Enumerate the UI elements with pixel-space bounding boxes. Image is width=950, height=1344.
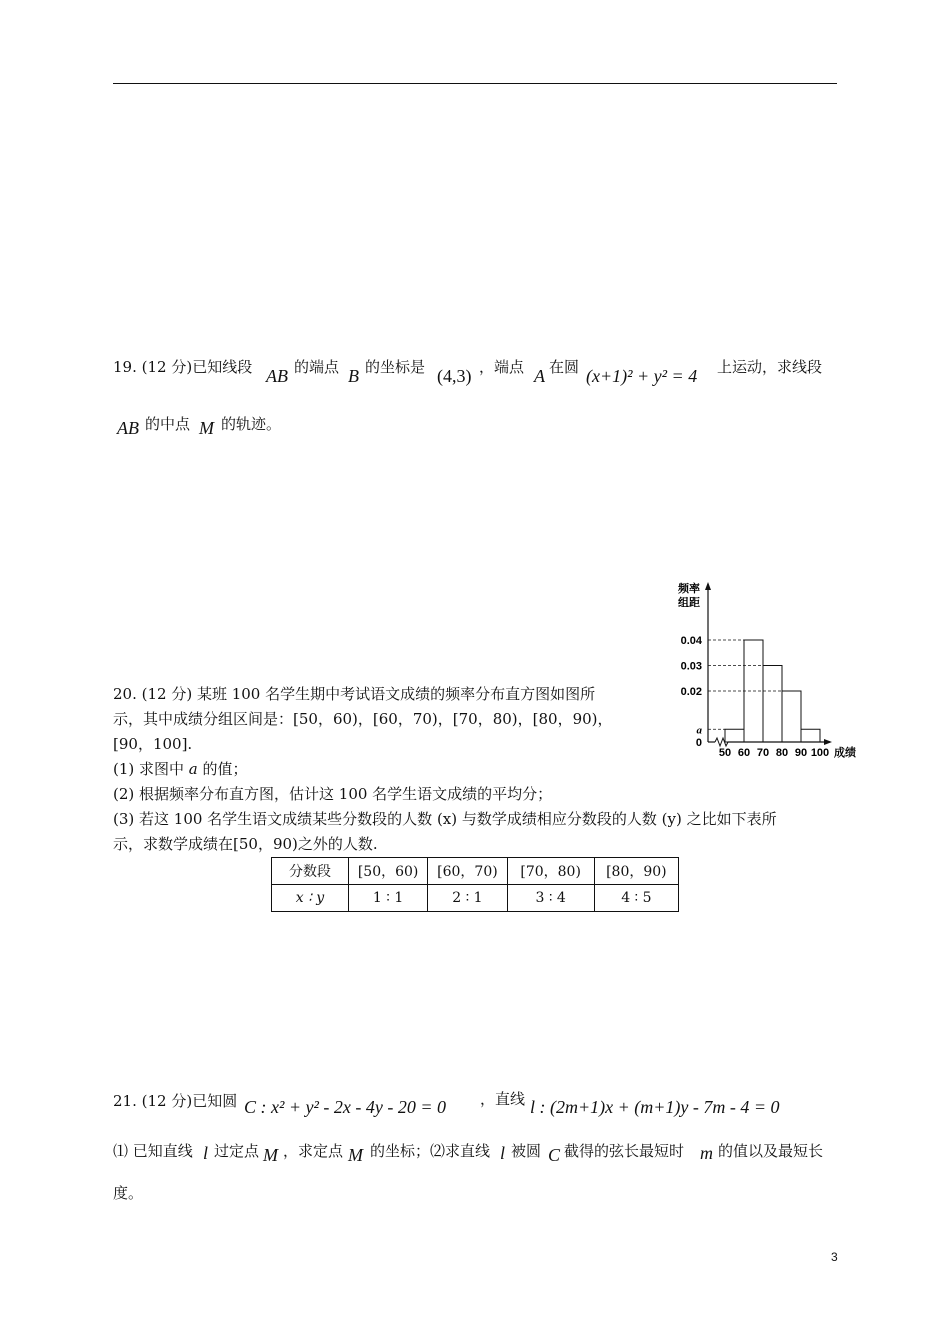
question-score: (12 分) <box>141 1092 193 1110</box>
line-l: l <box>203 1143 209 1163</box>
histogram-bar <box>725 729 744 742</box>
histogram-bar <box>782 691 801 742</box>
q21-text: 被圆 <box>511 1142 542 1160</box>
y-axis-title-top: 频率 <box>678 583 700 595</box>
point-A: A <box>534 366 545 386</box>
circle-C: C <box>548 1145 561 1165</box>
x-tick-label: 60 <box>737 747 751 759</box>
question-21-line1 <box>113 1090 237 1112</box>
q21-text: ，直线 <box>480 1090 526 1108</box>
ratio-table <box>271 857 679 912</box>
page-number: 3 <box>831 1250 838 1264</box>
point-M: M <box>199 418 214 438</box>
table-header-row <box>272 858 679 885</box>
question-19-line1 <box>113 356 252 378</box>
table-cell: 2 ∶ 1 <box>428 885 507 912</box>
circle-equation: (x+1)² + y² = 4 <box>586 366 698 386</box>
y-tick-label: 0.02 <box>680 686 702 698</box>
y-tick-label: 0.03 <box>680 660 702 673</box>
q21-text: 的坐标；⑵求直线 <box>370 1142 491 1160</box>
y-axis-arrow <box>705 582 711 590</box>
part1-text: (1) 求图中 <box>113 760 189 778</box>
q19-text: 的坐标是 <box>365 358 426 376</box>
part1-text: 的值； <box>197 760 248 778</box>
header-rule <box>113 83 837 84</box>
point-coordinates: (4,3) <box>437 366 472 386</box>
q21-text: ⑴ 已知直线 <box>113 1142 193 1160</box>
question-number: 19. <box>113 358 137 376</box>
variable-a: a <box>188 760 198 778</box>
q21-text: ，求定点 <box>283 1142 344 1160</box>
q19-text: 的端点 <box>294 358 340 376</box>
x-tick-label: 50 <box>718 747 732 759</box>
table-row-label: x ∶ y <box>272 885 349 912</box>
table-cell: 1 ∶ 1 <box>348 885 427 912</box>
table-header-cell: [80，90) <box>594 858 678 885</box>
table-header-cell: [70，80) <box>507 858 594 885</box>
question-20-part3-line1: (3) 若这 100 名学生语文成绩某些分数段的人数 (x) 与数学成绩相应分数段的人数 (y) 之比如下表所 <box>113 810 777 828</box>
circle-equation: C : x² + y² - 2x - 4y - 20 = 0 <box>244 1097 447 1117</box>
question-20-part1 <box>113 758 248 780</box>
q19-text: 的中点 <box>145 415 191 433</box>
table-cell: 4 ∶ 5 <box>594 885 678 912</box>
point-B: B <box>348 366 359 386</box>
y-tick-label: 0.04 <box>680 635 702 647</box>
q19-text: 在圆 <box>549 358 580 376</box>
q19-text: 上运动，求线段 <box>717 358 823 376</box>
question-20-part3-line2: 示，求数学成绩在[50，90)之外的人数. <box>113 835 378 853</box>
histogram-bar <box>801 729 820 742</box>
x-axis-title: 成绩 <box>834 747 856 759</box>
variable-m: m <box>700 1143 713 1163</box>
table-header-cell: [50，60) <box>348 858 427 885</box>
table-header-cell: [60，70) <box>428 858 507 885</box>
q21-text: 已知圆 <box>192 1092 238 1110</box>
segment-AB: AB <box>266 366 288 386</box>
x-tick-label: 70 <box>756 747 770 759</box>
x-axis-arrow <box>824 739 832 745</box>
frequency-histogram <box>645 578 875 763</box>
point-M: M <box>348 1145 363 1165</box>
point-M: M <box>263 1145 278 1165</box>
question-20-line2: 示，其中成绩分组区间是：[50，60)，[60，70)，[70，80)，[80，90)， <box>113 710 613 728</box>
q19-text: 已知线段 <box>192 358 253 376</box>
question-number: 21. <box>113 1092 137 1110</box>
table-row <box>272 885 679 912</box>
y-tick-label: 0 <box>695 737 702 749</box>
y-tick-label: a <box>696 724 702 737</box>
table-cell: 3 ∶ 4 <box>507 885 594 912</box>
question-score: (12 分) <box>141 358 193 376</box>
question-20-line1: 20. (12 分) 某班 100 名学生期中考试语文成绩的频率分布直方图如图所 <box>113 685 596 703</box>
line-l: l <box>500 1143 506 1163</box>
q19-text: 的轨迹。 <box>221 415 282 433</box>
q21-text: 截得的弦长最短时 <box>564 1142 685 1160</box>
x-tick-label: 90 <box>794 747 808 759</box>
x-tick-label: 100 <box>810 747 830 759</box>
q21-text: 过定点 <box>214 1142 260 1160</box>
question-20-part2: (2) 根据频率分布直方图，估计这 100 名学生语文成绩的平均分； <box>113 785 553 803</box>
x-tick-label: 80 <box>775 747 789 759</box>
q21-text: 度。 <box>113 1184 144 1202</box>
histogram-bar <box>763 666 782 743</box>
y-axis-title-bottom: 组距 <box>678 597 700 609</box>
line-equation: l : (2m+1)x + (m+1)y - 7m - 4 = 0 <box>530 1097 780 1117</box>
segment-AB: AB <box>117 418 139 438</box>
table-header-cell: 分数段 <box>272 858 349 885</box>
question-20-line3: [90，100]. <box>113 735 193 753</box>
q19-text: ，端点 <box>479 358 525 376</box>
q21-text: 的值以及最短长 <box>718 1142 824 1160</box>
